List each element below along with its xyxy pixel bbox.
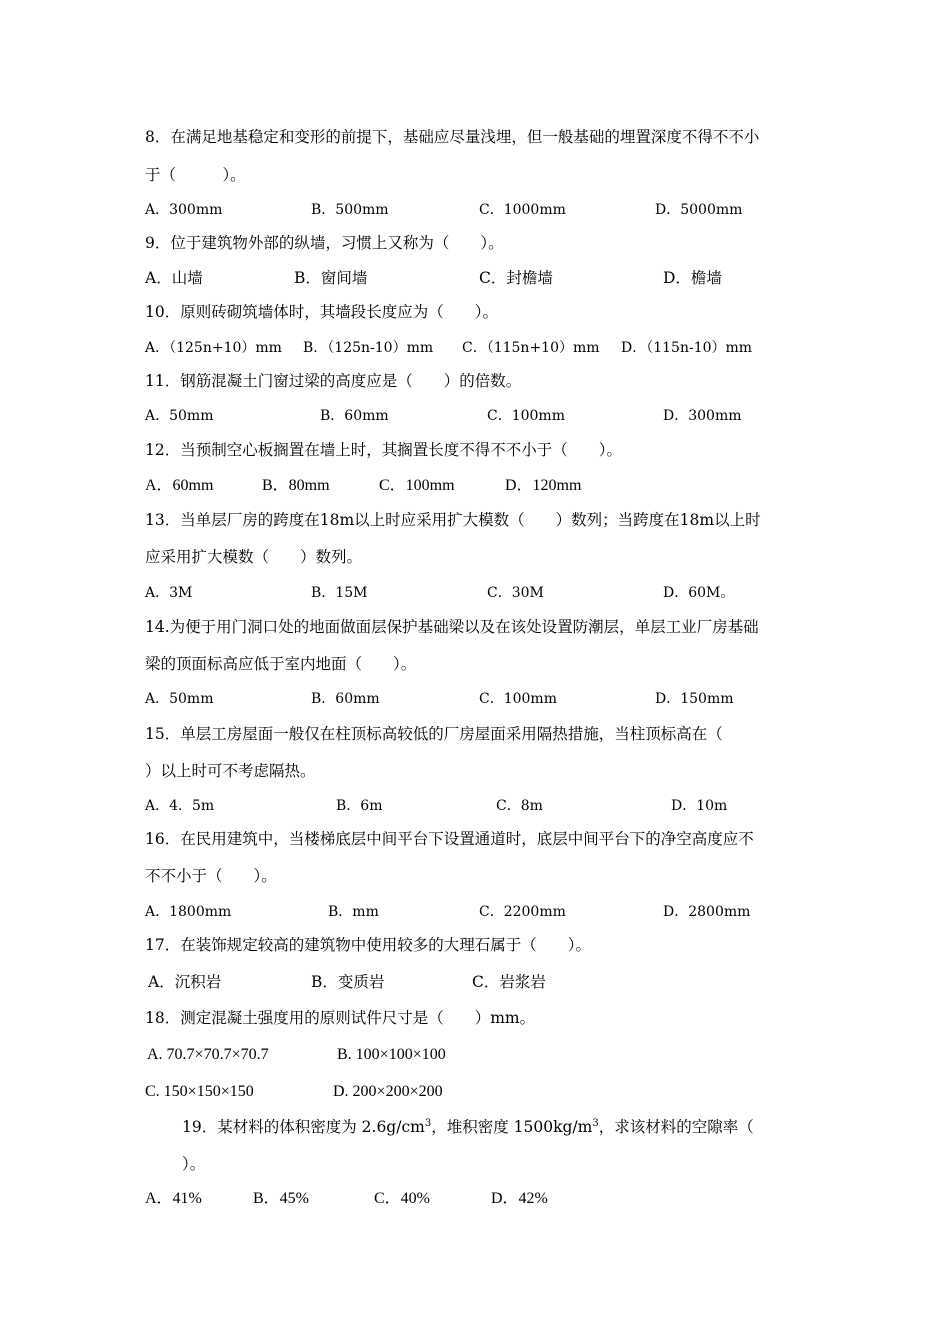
question-10-option-c: C．（115n+10）mm xyxy=(462,340,600,356)
question-14-stem-line-2: 梁的顶面标高应低于室内地面（ ）。 xyxy=(145,655,417,673)
question-15-stem-line-2: ）以上时可不考虑隔热。 xyxy=(145,762,316,780)
question-19-option-d: D．42% xyxy=(491,1190,548,1207)
question-10-option-a: A．（125n+10）mm xyxy=(145,340,282,356)
question-18-option-b: B. 100×100×100 xyxy=(337,1046,446,1063)
question-9-option-a: A．山墙 xyxy=(145,269,203,287)
question-19-stem-line-2: ）。 xyxy=(182,1155,206,1173)
question-11-option-d: D．300mm xyxy=(663,408,742,424)
superscript-3: 3 xyxy=(592,1117,599,1129)
question-16-option-c: C．2200mm xyxy=(479,904,566,920)
question-19-stem-line-1 xyxy=(182,1117,754,1137)
question-9-stem: 9．位于建筑物外部的纵墙，习惯上又称为（ ）。 xyxy=(145,234,504,252)
question-18-stem: 18．测定混凝土强度用的原则试件尺寸是（ ）mm。 xyxy=(145,1009,536,1027)
question-10-option-b: B．（125n-10）mm xyxy=(303,340,434,356)
question-14-option-c: C．100mm xyxy=(479,691,557,707)
question-19-stem-part-3: ，求该材料的空隙率（ xyxy=(598,1118,754,1136)
question-15-option-b: B．6m xyxy=(336,798,383,814)
question-17-option-a: A．沉积岩 xyxy=(148,973,222,991)
question-8-stem-line-1: 8．在满足地基稳定和变形的前提下，基础应尽量浅埋，但一般基础的埋置深度不得不不小 xyxy=(145,128,760,146)
question-15-option-a: A．4．5m xyxy=(145,798,215,814)
question-8-option-d: D．5000mm xyxy=(655,202,743,218)
question-15-stem-line-1: 15．单层工房屋面一般仅在柱顶标高较低的厂房屋面采用隔热措施，当柱顶标高在（ xyxy=(145,725,723,743)
question-17-option-c: C．岩浆岩 xyxy=(472,973,546,991)
question-13-option-b: B．15M xyxy=(311,585,368,601)
question-11-option-b: B．60mm xyxy=(320,408,389,424)
question-13-option-c: C．30M xyxy=(487,585,544,601)
question-16-option-b: B．mm xyxy=(328,904,379,920)
question-12-option-b: B．80mm xyxy=(262,477,330,494)
question-16-option-a: A．1800mm xyxy=(145,904,232,920)
question-14-option-b: B．60mm xyxy=(311,691,380,707)
question-18-option-d: D. 200×200×200 xyxy=(333,1083,443,1100)
question-8-option-a: A．300mm xyxy=(145,202,223,218)
question-12-option-d: D．120mm xyxy=(505,477,582,494)
question-13-option-a: A．3M xyxy=(145,585,193,601)
question-16-stem-line-1: 16．在民用建筑中，当楼梯底层中间平台下设置通道时，底层中间平台下的净空高度应不 xyxy=(145,830,754,848)
question-10-option-d: D．（115n-10）mm xyxy=(621,340,753,356)
question-14-stem-line-1: 14.为便于用门洞口处的地面做面层保护基础梁以及在该处设置防潮层，单层工业厂房基础 xyxy=(145,618,759,636)
question-12-stem: 12．当预制空心板搁置在墙上时，其搁置长度不得不不小于（ ）。 xyxy=(145,441,622,459)
question-11-stem: 11．钢筋混凝土门窗过梁的高度应是（ ）的倍数。 xyxy=(145,372,522,390)
question-13-stem-line-1: 13．当单层厂房的跨度在18m以上时应采用扩大模数（ ）数列；当跨度在18m以上时 xyxy=(145,511,761,529)
question-16-option-d: D．2800mm xyxy=(663,904,751,920)
question-9-option-d: D．檐墙 xyxy=(663,269,722,287)
superscript-3: 3 xyxy=(424,1117,432,1129)
question-17-stem: 17．在装饰规定较高的建筑物中使用较多的大理石属于（ ）。 xyxy=(145,936,591,954)
question-14-option-d: D．150mm xyxy=(655,691,734,707)
question-18-option-a: A. 70.7×70.7×70.7 xyxy=(147,1046,269,1063)
question-9-option-c: C．封檐墙 xyxy=(479,269,553,287)
question-17-option-b: B．变质岩 xyxy=(311,973,385,991)
question-12-option-c: C．100mm xyxy=(379,477,455,494)
question-13-stem-line-2: 应采用扩大模数（ ）数列。 xyxy=(145,548,363,566)
question-15-option-d: D．10m xyxy=(671,798,728,814)
question-19-option-c: C．40% xyxy=(374,1190,431,1207)
question-8-stem-line-2: 于（ ）。 xyxy=(145,166,246,184)
question-15-option-c: C．8m xyxy=(496,798,543,814)
question-12-option-a: A．60mm xyxy=(145,477,214,494)
question-19-stem-part-1: 19．某材料的体积密度为 2.6g/cm xyxy=(182,1118,425,1136)
question-11-option-c: C．100mm xyxy=(487,408,565,424)
question-8-option-b: B．500mm xyxy=(311,202,389,218)
question-8-option-c: C．1000mm xyxy=(479,202,566,218)
question-11-option-a: A．50mm xyxy=(145,408,214,424)
question-16-stem-line-2: 不不小于（ ）。 xyxy=(145,867,277,885)
question-13-option-d: D．60M。 xyxy=(663,585,735,601)
question-19-option-b: B．45% xyxy=(253,1190,310,1207)
question-10-stem: 10．原则砖砌筑墙体时，其墙段长度应为（ ）。 xyxy=(145,303,498,321)
question-18-option-c: C. 150×150×150 xyxy=(145,1083,254,1100)
question-19-option-a: A．41% xyxy=(145,1190,202,1207)
question-19-stem-part-2: ，堆积密度 1500kg/m xyxy=(431,1118,593,1136)
question-14-option-a: A．50mm xyxy=(145,691,214,707)
question-9-option-b: B．窗间墙 xyxy=(294,269,368,287)
